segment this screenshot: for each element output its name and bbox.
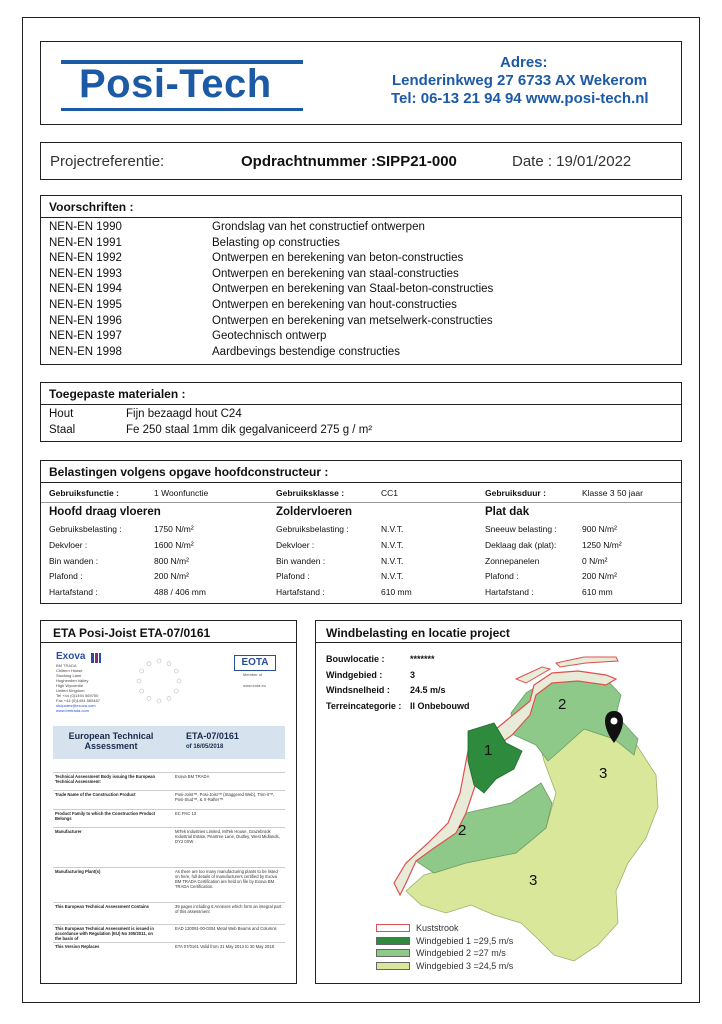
wind-info-label: Terreincategorie : (326, 700, 402, 711)
load-value: 800 N/m² (154, 555, 189, 566)
voorschriften-box (40, 195, 682, 365)
star-icon (137, 679, 141, 683)
eta-address-line: Fax +44 (0)1494 565487 (56, 698, 100, 703)
legend-swatch (376, 962, 410, 970)
eta-address-line: www.bmtrada.com (56, 708, 89, 713)
eta-doc-date: of 16/05/2018 (186, 744, 224, 750)
load-label: Plafond : (485, 571, 519, 582)
star-icon (174, 669, 178, 673)
divider (41, 217, 681, 218)
norm-code: NEN-EN 1994 (49, 283, 122, 296)
eta-table-row (53, 809, 285, 826)
load-value: 488 / 406 mm (154, 587, 206, 598)
load-label: Bin wanden : (49, 555, 99, 566)
eta-table-row (53, 924, 285, 941)
load-label: Plafond : (49, 571, 83, 582)
eta-address-line: ukquotes@exova.com (56, 703, 96, 708)
norm-description: Ontwerpen en berekening van hout-constructies (212, 299, 457, 311)
star-icon (157, 699, 161, 703)
region-label: 3 (529, 872, 538, 889)
norm-code: NEN-EN 1992 (49, 252, 122, 265)
divider (41, 642, 296, 643)
contact: Tel: 06-13 21 94 94 www.posi-tech.nl (391, 90, 649, 107)
eota-url: www.eota.eu (243, 683, 266, 688)
eta-table-value: As there are too many manufacturing plants to be listed on here, full details of manufacturers certified by Exova BM TRADA Certification are held on file by Exova BM TRADA Certification. (175, 869, 278, 889)
legend-swatch (376, 924, 410, 932)
star-icon (167, 662, 171, 666)
eta-table-row (53, 942, 285, 963)
eta-address-line: United Kingdom (56, 688, 85, 693)
load-label: Sneeuw belasting : (485, 524, 557, 534)
legend-label: Windgebied 2 =27 m/s (416, 948, 506, 958)
eta-table-row (53, 827, 285, 866)
load-column-title: Zoldervloeren (276, 506, 353, 518)
adres-label: Adres: (500, 54, 548, 71)
eta-document-thumbnail (53, 651, 285, 977)
wind-title: Windbelasting en locatie project (326, 626, 510, 640)
load-value: 200 N/m² (582, 571, 617, 582)
wind-info-value: II Onbebouwd (410, 700, 470, 711)
load-value: N.V.T. (381, 571, 404, 582)
gebruiksduur-label: Gebruiksduur : (485, 488, 546, 498)
header-box (40, 41, 682, 125)
norm-code: NEN-EN 1993 (49, 267, 122, 280)
gebruiksklasse-value: CC1 (381, 488, 399, 498)
load-value: 610 mm (582, 587, 613, 598)
star-icon (174, 689, 178, 693)
logo: Posi-Tech (79, 62, 272, 106)
norm-description: Ontwerpen en berekening van staal-constructies (212, 267, 459, 280)
order-number: Opdrachtnummer :SIPP21-000 (241, 153, 457, 170)
star-icon (147, 662, 151, 666)
norm-description: Ontwerpen en berekening van Staal-beton-constructies (212, 283, 494, 296)
eta-table-value: 39 pages including 6 Annexes which form an integral part of this assessment (175, 904, 282, 914)
load-column-title: Hoofd draag vloeren (49, 506, 161, 518)
exova-sub: BM TRADA (56, 663, 77, 668)
eota-sub: Member of (243, 672, 263, 677)
load-value: N.V.T. (381, 555, 404, 566)
star-icon (177, 679, 181, 683)
eta-table-value: ETA 07/0161 Valid from 31 May 2013 to 30 May 2018 (175, 944, 275, 949)
belastingen-box (40, 460, 682, 604)
eta-table-row (53, 902, 285, 923)
norm-description: Aardbevings bestendige constructies (212, 345, 400, 358)
load-label: Plafond : (276, 571, 310, 582)
norm-description: Ontwerpen en berekening van metselwerk-constructies (212, 314, 493, 327)
eta-table-label: Trade Name of the Construction Product (55, 792, 136, 797)
wind-box (315, 620, 682, 984)
eta-table-label: This European Technical Assessment Contains (55, 904, 150, 909)
address: Lenderinkweg 27 6733 AX Wekerom (392, 72, 648, 89)
material-desc: Fijn bezaagd hout C24 (126, 408, 242, 420)
wind-info-value: 3 (410, 669, 416, 680)
load-value: 610 mm (381, 587, 412, 598)
gebruiksfunctie-label: Gebruiksfunctie : (49, 488, 119, 498)
star-icon (167, 696, 171, 700)
norm-description: Belasting op constructies (212, 236, 340, 249)
eta-table-value: EAD 130091-00-0304 Metal Web Beams and Columns (175, 926, 277, 931)
load-column-title: Plat dak (485, 506, 530, 518)
eta-doc-title: European Technical Assessment (68, 731, 154, 751)
belastingen-title: Belastingen volgens opgave hoofdconstructeur : (49, 465, 329, 479)
eta-table-value: Exova BM TRADA (175, 774, 210, 779)
legend-label: Windgebied 1 =29,5 m/s (416, 935, 514, 946)
divider (41, 502, 681, 503)
wind-info-label: Windgebied : (326, 669, 383, 680)
eta-table-label: Product Family to which the Construction Product Belongs (55, 811, 156, 821)
logo-bottom-bar (61, 108, 303, 111)
materialen-title: Toegepaste materialen : (49, 387, 186, 401)
eta-table-label: Technical Assessment Body issuing the European Technical Assessment: (55, 774, 156, 784)
material-desc: Fe 250 staal 1mm dik gegalvaniceerd 275 g / m² (126, 424, 373, 436)
project-ref-label: Projectreferentie: (50, 153, 165, 170)
legend-label: Kuststrook (416, 923, 459, 933)
eta-box (40, 620, 297, 984)
wind-info-label: Windsnelheid : (326, 685, 390, 695)
eu-stars-emblem (133, 655, 185, 707)
load-label: Hartafstand : (49, 587, 98, 598)
material-name: Staal (49, 424, 76, 436)
load-label: Gebruiksbelasting : (276, 524, 349, 534)
eta-address-line: Chiltern House (56, 668, 83, 673)
gebruiksfunctie-value: 1 Woonfunctie (154, 488, 209, 498)
region-label: 2 (458, 822, 467, 839)
norm-code: NEN-EN 1996 (49, 314, 122, 327)
material-name: Hout (49, 408, 74, 420)
eta-table-value: MiTek Industries Limited, MiTek House, Grazebrook Industrial Estate, Peartree Lane, Dudley, West Midlands, DY2 0XW (175, 829, 280, 844)
norm-description: Geotechnisch ontwerp (212, 330, 327, 343)
wind-info-value: 24.5 m/s (410, 685, 446, 695)
load-label: Zonnepanelen (485, 555, 540, 566)
load-label: Deklaag dak (plat): (485, 539, 557, 550)
eta-table-label: This Version Replaces (55, 944, 100, 949)
load-value: 1250 N/m² (582, 539, 622, 550)
divider (41, 482, 681, 483)
eta-title: ETA Posi-Joist ETA-07/0161 (53, 626, 211, 640)
eta-banner (53, 726, 285, 759)
load-value: 1600 N/m² (154, 539, 194, 550)
legend-label: Windgebied 3 =24,5 m/s (416, 960, 514, 971)
region-label: 1 (484, 742, 493, 759)
eta-doc-number: ETA-07/0161 (186, 731, 239, 741)
norm-code: NEN-EN 1998 (49, 345, 122, 358)
norm-code: NEN-EN 1995 (49, 299, 122, 311)
gebruiksduur-value: Klasse 3 50 jaar (582, 488, 643, 498)
norm-code: NEN-EN 1997 (49, 330, 122, 343)
region-label: 3 (599, 765, 608, 782)
star-icon (140, 689, 144, 693)
star-icon (140, 669, 144, 673)
load-value: N.V.T. (381, 539, 404, 550)
eta-table-label: This European Technical Assessment is issued in accordance with Regulation (EU) No 305/2011, on the basis of (55, 926, 154, 941)
star-icon (147, 696, 151, 700)
gebruiksklasse-label: Gebruiksklasse : (276, 488, 345, 498)
eta-address-line: Tel +44 (0)1494 569700 (56, 693, 99, 698)
divider (41, 404, 681, 405)
project-box (40, 142, 682, 180)
norm-description: Ontwerpen en berekening van beton-constructies (212, 252, 464, 265)
load-value: 0 N/m² (582, 555, 608, 566)
exova-logo: Exova (56, 651, 86, 662)
load-label: Hartafstand : (485, 587, 534, 598)
norm-description: Grondslag van het constructief ontwerpen (212, 221, 425, 233)
load-label: Dekvloer : (276, 539, 315, 550)
eta-table-label: Manufacturer (55, 829, 82, 834)
eta-address-line: High Wycombe (56, 683, 84, 688)
project-date: Date : 19/01/2022 (512, 153, 632, 170)
eta-table-row (53, 867, 285, 901)
star-icon (157, 659, 161, 663)
wind-info-value: ******* (410, 654, 435, 664)
wind-info-label: Bouwlocatie : (326, 654, 385, 664)
load-value: 200 N/m² (154, 571, 189, 582)
region-label: 2 (558, 696, 567, 713)
eta-table-row (53, 772, 285, 789)
eta-table-label: Manufacturing Plant(s) (55, 869, 101, 874)
load-label: Bin wanden : (276, 555, 326, 566)
load-label: Gebruiksbelasting : (49, 524, 122, 534)
load-value: 900 N/m² (582, 524, 617, 534)
eta-table-value: Posi-Joist™, Posi-Joist™ (Staggered Web), Trim-it™, Posi-Stud™, & X-Rafter™ (175, 792, 275, 802)
eta-table-row (53, 790, 285, 808)
voorschriften-title: Voorschriften : (49, 200, 134, 214)
norm-code: NEN-EN 1991 (49, 236, 122, 249)
norm-code: NEN-EN 1990 (49, 221, 122, 233)
load-label: Hartafstand : (276, 587, 325, 598)
load-label: Dekvloer : (49, 539, 88, 550)
materialen-box (40, 382, 682, 442)
legend-swatch (376, 949, 410, 957)
eta-address-line: Hughenden Valley (56, 678, 89, 683)
load-value: N.V.T. (381, 524, 404, 534)
exova-logo-mark (91, 653, 101, 663)
legend-swatch (376, 937, 410, 945)
eta-address-line: Stocking Lane (56, 673, 82, 678)
eta-table-value: EC PAC 13 (175, 811, 197, 816)
eota-logo: EOTA (234, 655, 276, 671)
load-value: 1750 N/m² (154, 524, 194, 534)
